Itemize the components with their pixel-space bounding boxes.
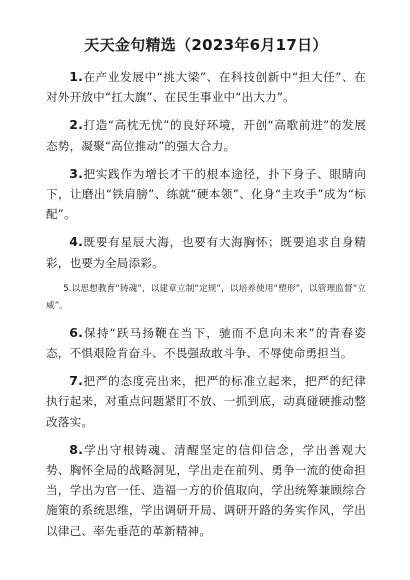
quote-item-3 [46, 164, 366, 225]
quote-number: 7. [69, 373, 84, 389]
quote-text: 以思想教育“铸魂”，以建章立制“定规”，以培养使用“塑形”，以管理监督“立威”。 [46, 283, 366, 311]
quote-number: 8. [69, 441, 84, 457]
quote-number: 2. [69, 117, 84, 133]
quote-text: 把实践作为增长才干的根本途径，扑下身子、眼睛向下，让磨出“铁肩膀”、练就“硬本领”、化身“主攻手”成为“标配”。 [46, 166, 366, 222]
quote-text: 打造“高枕无忧”的良好环境，开创“高歌前进”的发展态势，凝聚“高位推动”的强大合力。 [46, 118, 366, 153]
quote-number: 5. [63, 283, 72, 294]
quote-text: 既要有星辰大海，也要有大海胸怀；既要追求自身精彩，也要为全局添彩。 [46, 235, 366, 270]
quote-item-2 [46, 115, 366, 155]
quote-item-6 [46, 323, 366, 363]
quote-item-1 [46, 67, 366, 107]
quote-text: 把严的态度亮出来，把严的标准立起来，把严的纪律执行起来，对重点问题紧盯不放、一抓到底，动真碰硬推动整改落实。 [46, 374, 366, 429]
quote-item-7 [46, 371, 366, 432]
quote-item-4 [46, 232, 366, 272]
page-title: 天天金句精选（2023年6月17日） [84, 36, 328, 54]
quote-number: 3. [69, 165, 84, 181]
quote-number: 4. [69, 234, 84, 250]
quote-item-8 [46, 440, 366, 541]
quote-text: 在产业发展中“挑大梁”、在科技创新中“担大任”、在对外开放中“扛大旗”、在民生事业中“出大力”。 [46, 70, 366, 105]
quote-item-5 [46, 281, 366, 315]
quote-number: 6. [69, 324, 84, 340]
quote-text: 学出守根铸魂、清醒坚定的信仰信念，学出善观大势、胸怀全局的战略洞见，学出走在前列、勇争一流的使命担当，学出为官一任、造福一方的价值取向，学出统筹兼顾综合施策的系统思维，学出调研开局、调研开路的务实作风，学出以律己、率先垂范的革新精神。 [46, 442, 366, 538]
quote-number: 1. [69, 69, 84, 84]
quote-text: 保持“跃马扬鞭在当下，驰而不息向未来”的青春姿态，不惧艰险肯奋斗、不畏强敌敢斗争、不辱使命勇担当。 [46, 325, 366, 361]
